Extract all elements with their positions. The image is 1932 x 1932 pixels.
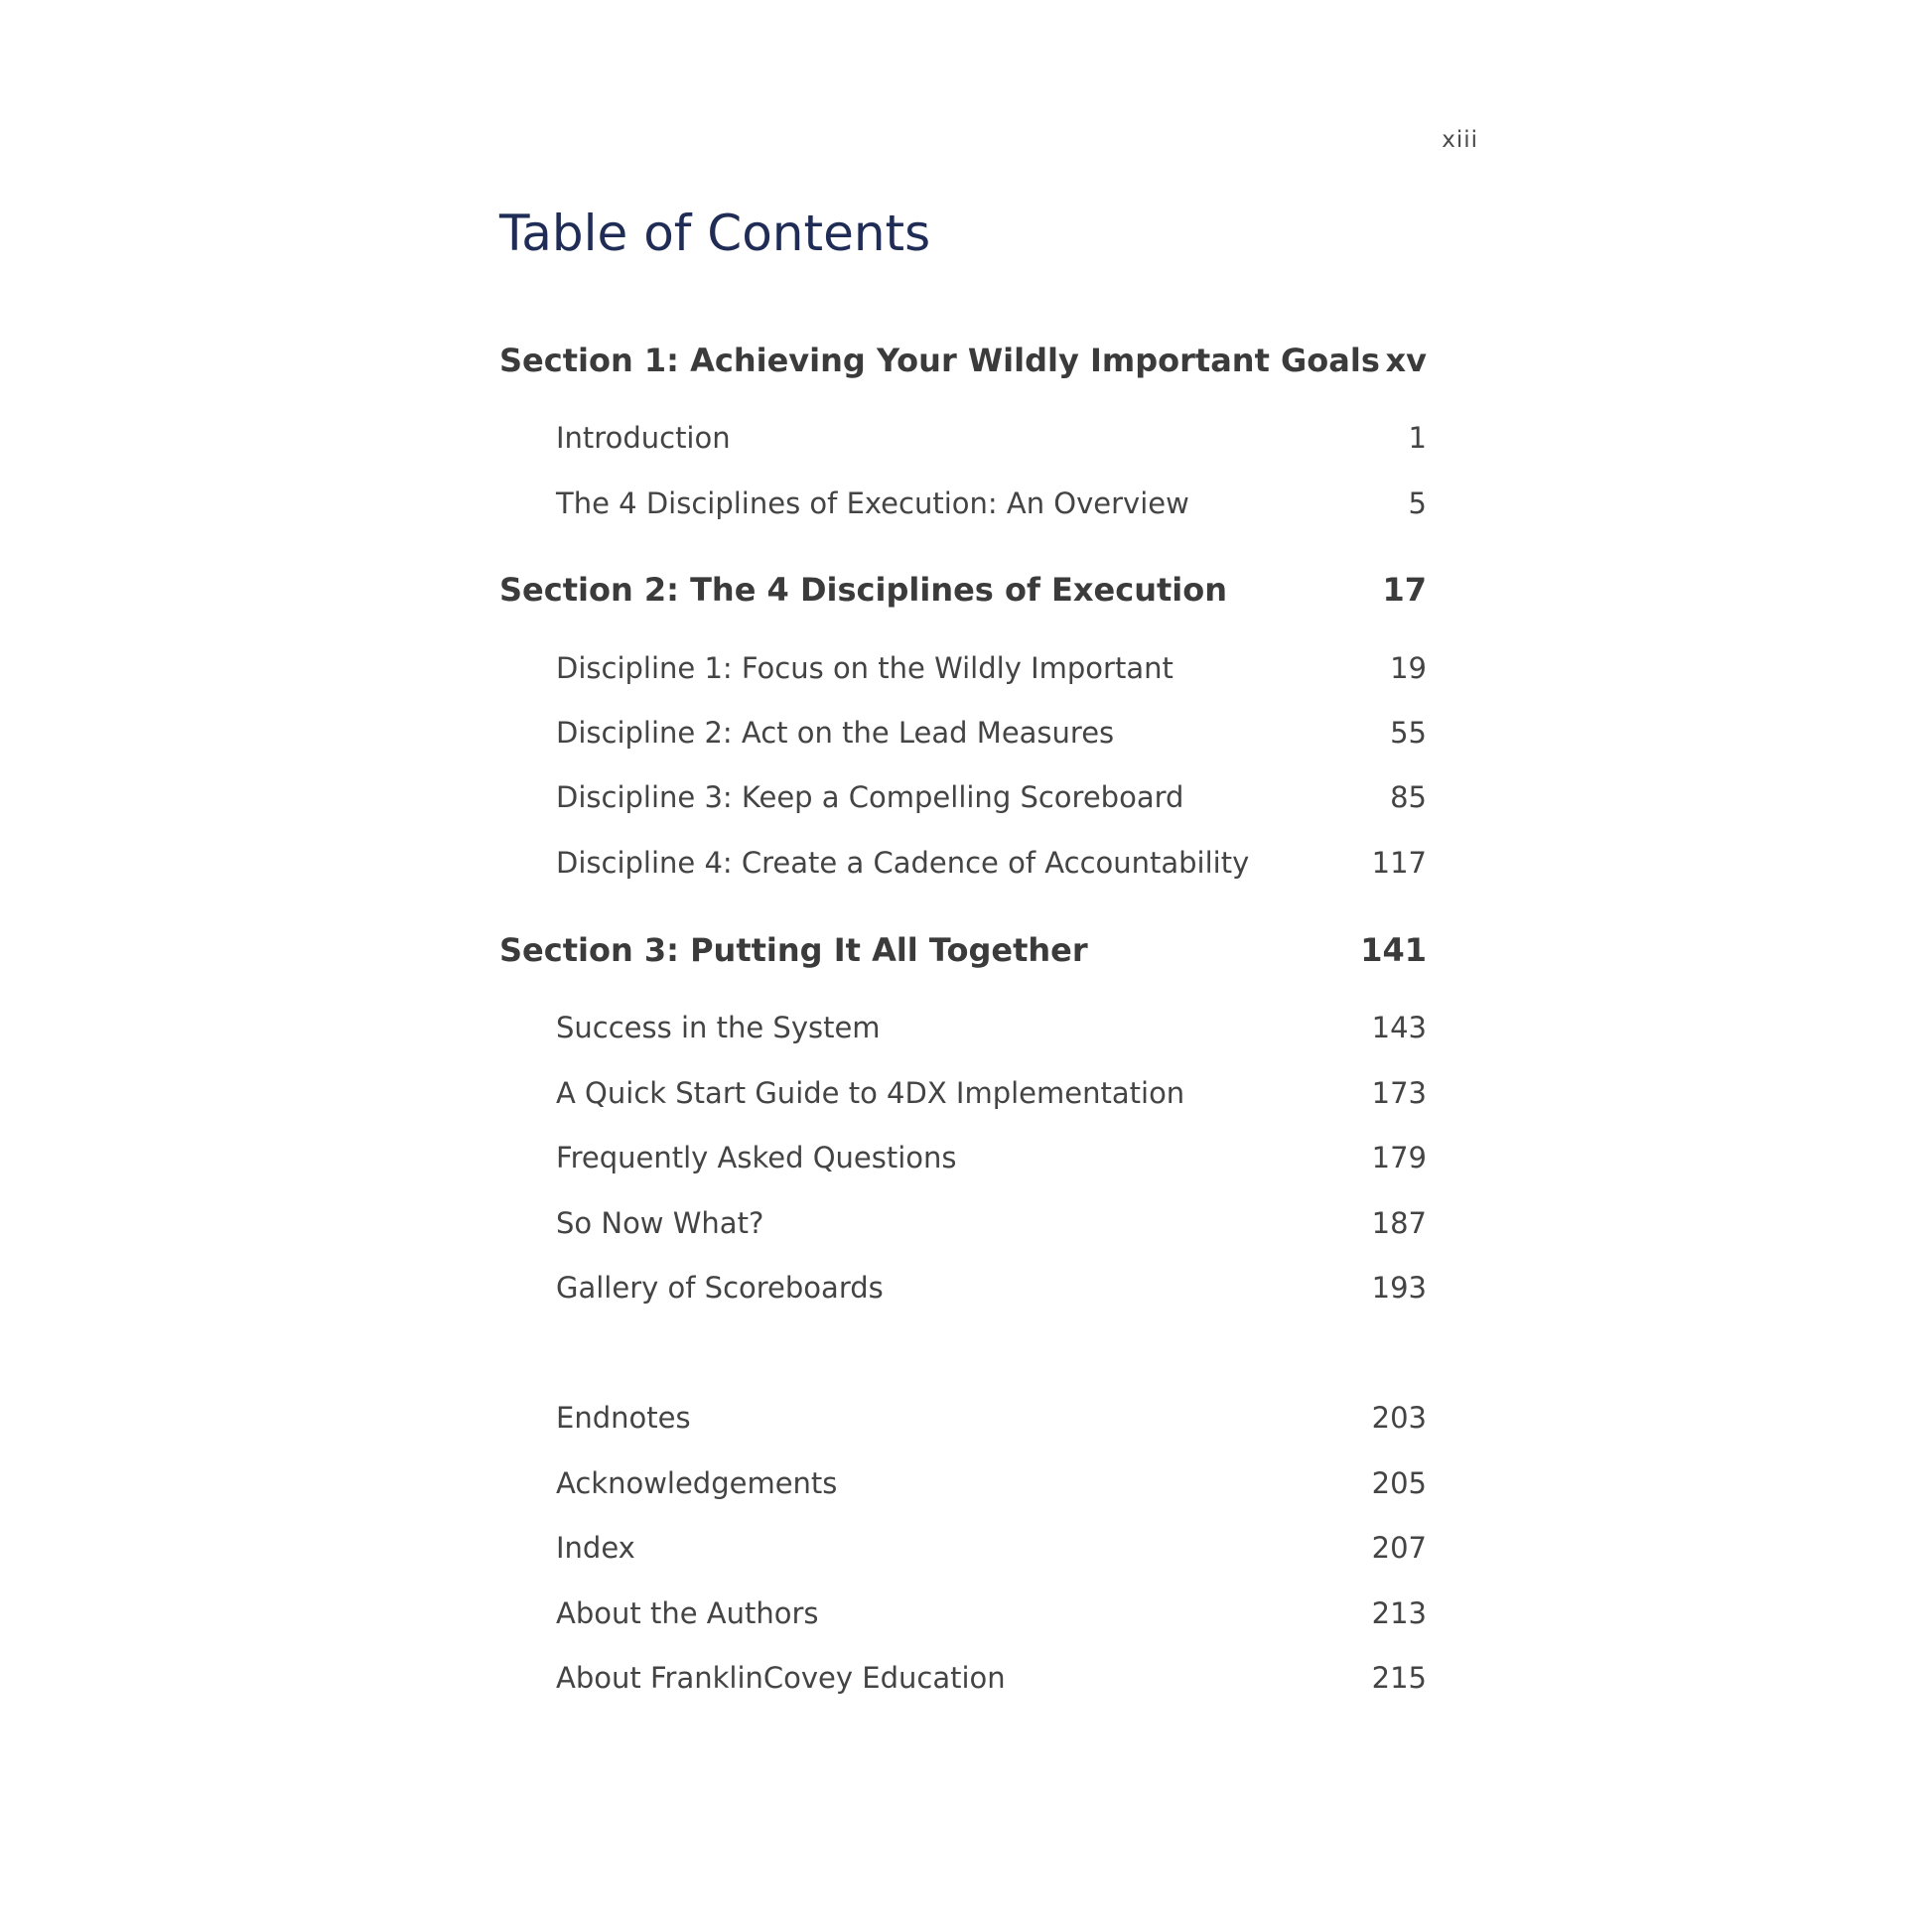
toc-entry[interactable] — [499, 1141, 1427, 1174]
toc-entry-title: About the Authors — [556, 1596, 819, 1630]
toc-entry-title: Acknowledgements — [556, 1466, 838, 1500]
toc-entry-page: 179 — [1371, 1141, 1427, 1174]
toc-entry-title: A Quick Start Guide to 4DX Implementation — [556, 1076, 1185, 1110]
toc-entry-page: 205 — [1371, 1466, 1427, 1500]
toc-entry-page: 213 — [1371, 1596, 1427, 1630]
toc-entry-title: So Now What? — [556, 1206, 764, 1240]
toc-entry-title: Endnotes — [556, 1401, 691, 1435]
toc-section-title: Section 1: Achieving Your Wildly Important Goals — [499, 342, 1380, 379]
toc-entry[interactable] — [499, 651, 1427, 685]
toc-back-matter-entry[interactable] — [499, 1401, 1427, 1435]
toc-entry-title: Gallery of Scoreboards — [556, 1271, 884, 1305]
toc-section-2[interactable] — [499, 571, 1427, 609]
toc-entry[interactable] — [499, 486, 1427, 520]
toc-entry-page: 5 — [1408, 486, 1427, 520]
toc-entry[interactable] — [499, 846, 1427, 880]
toc-entry[interactable] — [499, 1076, 1427, 1110]
toc-entry-title: Introduction — [556, 421, 731, 455]
toc-section-1[interactable] — [499, 342, 1427, 379]
toc-entry-page: 207 — [1371, 1531, 1427, 1565]
toc-entry-page: 187 — [1371, 1206, 1427, 1240]
toc-entry[interactable] — [499, 1011, 1427, 1044]
toc-entry-title: Index — [556, 1531, 635, 1565]
toc-entry-title: The 4 Disciplines of Execution: An Overview — [556, 486, 1189, 520]
toc-section-3[interactable] — [499, 931, 1427, 969]
toc-section-page: xv — [1385, 342, 1427, 379]
toc-section-title: Section 3: Putting It All Together — [499, 931, 1088, 969]
toc-back-matter-entry[interactable] — [499, 1466, 1427, 1500]
toc-entry-page: 143 — [1371, 1011, 1427, 1044]
toc-entry-page: 215 — [1371, 1661, 1427, 1695]
toc-back-matter-entry[interactable] — [499, 1661, 1427, 1695]
toc-entry-title: Success in the System — [556, 1011, 881, 1044]
toc-back-matter-entry[interactable] — [499, 1596, 1427, 1630]
toc-entry-page: 19 — [1390, 651, 1427, 685]
toc-entry-page: 117 — [1371, 846, 1427, 880]
page-title: Table of Contents — [499, 205, 931, 262]
toc-entry-title: Discipline 2: Act on the Lead Measures — [556, 716, 1115, 750]
toc-entry-title: About FranklinCovey Education — [556, 1661, 1006, 1695]
toc-entry-title: Discipline 1: Focus on the Wildly Important — [556, 651, 1173, 685]
toc-entry-page: 173 — [1371, 1076, 1427, 1110]
toc-entry-title: Frequently Asked Questions — [556, 1141, 957, 1174]
toc-entry-page: 85 — [1390, 780, 1427, 814]
toc-back-matter-entry[interactable] — [499, 1531, 1427, 1565]
toc-entry[interactable] — [499, 1206, 1427, 1240]
toc-entry-page: 55 — [1390, 716, 1427, 750]
toc-entry-page: 1 — [1408, 421, 1427, 455]
toc-section-title: Section 2: The 4 Disciplines of Execution — [499, 571, 1228, 609]
toc-entry[interactable] — [499, 716, 1427, 750]
toc-entry[interactable] — [499, 780, 1427, 814]
toc-entry-page: 193 — [1371, 1271, 1427, 1305]
toc-entry-page: 203 — [1371, 1401, 1427, 1435]
toc-entry-title: Discipline 4: Create a Cadence of Accountability — [556, 846, 1250, 880]
toc-entry[interactable] — [499, 421, 1427, 455]
toc-entry-title: Discipline 3: Keep a Compelling Scoreboard — [556, 780, 1184, 814]
toc-section-page: 17 — [1382, 571, 1427, 609]
page-number: xiii — [1442, 127, 1478, 153]
toc-entry[interactable] — [499, 1271, 1427, 1305]
toc-section-page: 141 — [1360, 931, 1427, 969]
